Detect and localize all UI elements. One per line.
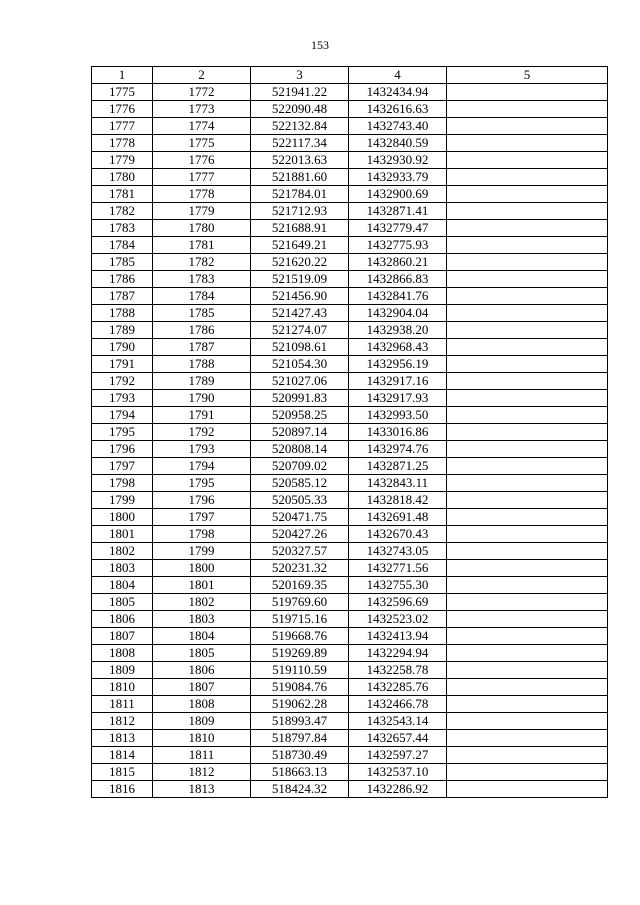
table-cell: 1791 bbox=[153, 407, 251, 424]
table-cell: 1772 bbox=[153, 84, 251, 101]
table-cell: 521456.90 bbox=[251, 288, 349, 305]
table-cell: 1778 bbox=[92, 135, 153, 152]
column-header: 4 bbox=[349, 67, 447, 84]
table-cell bbox=[447, 747, 608, 764]
table-cell: 1805 bbox=[92, 594, 153, 611]
table-cell: 1432938.20 bbox=[349, 322, 447, 339]
table-cell bbox=[447, 645, 608, 662]
table-cell: 521784.01 bbox=[251, 186, 349, 203]
table-row bbox=[92, 441, 608, 458]
table-cell: 1800 bbox=[153, 560, 251, 577]
table-cell: 1805 bbox=[153, 645, 251, 662]
table-row bbox=[92, 611, 608, 628]
table-cell: 1812 bbox=[153, 764, 251, 781]
table-cell bbox=[447, 492, 608, 509]
table-cell bbox=[447, 118, 608, 135]
table-cell: 1775 bbox=[92, 84, 153, 101]
table-row bbox=[92, 458, 608, 475]
table-cell: 1432840.59 bbox=[349, 135, 447, 152]
table-cell bbox=[447, 373, 608, 390]
table-cell bbox=[447, 424, 608, 441]
page-number: 153 bbox=[311, 38, 329, 52]
table-row bbox=[92, 424, 608, 441]
table-cell: 1799 bbox=[92, 492, 153, 509]
table-cell: 1799 bbox=[153, 543, 251, 560]
table-cell bbox=[447, 713, 608, 730]
table-row bbox=[92, 543, 608, 560]
table-cell: 1796 bbox=[153, 492, 251, 509]
table-row bbox=[92, 84, 608, 101]
table-cell: 1790 bbox=[153, 390, 251, 407]
table-cell: 1432285.76 bbox=[349, 679, 447, 696]
table-cell bbox=[447, 628, 608, 645]
table-cell bbox=[447, 339, 608, 356]
table-cell: 1432818.42 bbox=[349, 492, 447, 509]
table-cell: 1782 bbox=[92, 203, 153, 220]
table-cell: 521688.91 bbox=[251, 220, 349, 237]
table-cell bbox=[447, 696, 608, 713]
table-cell: 1432413.94 bbox=[349, 628, 447, 645]
table-row bbox=[92, 492, 608, 509]
table-cell: 1432294.94 bbox=[349, 645, 447, 662]
table-cell: 521027.06 bbox=[251, 373, 349, 390]
table-row bbox=[92, 696, 608, 713]
table-cell: 1813 bbox=[92, 730, 153, 747]
table-cell: 1807 bbox=[153, 679, 251, 696]
table-cell: 1794 bbox=[92, 407, 153, 424]
table-cell: 1781 bbox=[92, 186, 153, 203]
table-cell bbox=[447, 475, 608, 492]
table-cell bbox=[447, 781, 608, 798]
table-cell: 519062.28 bbox=[251, 696, 349, 713]
table-cell bbox=[447, 730, 608, 747]
table-cell: 520897.14 bbox=[251, 424, 349, 441]
table-cell: 1432917.16 bbox=[349, 373, 447, 390]
table-cell: 1786 bbox=[92, 271, 153, 288]
table-cell: 1797 bbox=[92, 458, 153, 475]
table-cell: 520231.32 bbox=[251, 560, 349, 577]
table-cell: 1432771.56 bbox=[349, 560, 447, 577]
table-row bbox=[92, 662, 608, 679]
table-cell bbox=[447, 441, 608, 458]
table-cell: 1809 bbox=[92, 662, 153, 679]
table-row bbox=[92, 220, 608, 237]
table-cell: 1432596.69 bbox=[349, 594, 447, 611]
table-cell: 1783 bbox=[153, 271, 251, 288]
table-cell: 1802 bbox=[92, 543, 153, 560]
table-cell: 1815 bbox=[92, 764, 153, 781]
table-cell: 1775 bbox=[153, 135, 251, 152]
table-cell: 1781 bbox=[153, 237, 251, 254]
table-row bbox=[92, 577, 608, 594]
table-cell: 1795 bbox=[153, 475, 251, 492]
table-cell: 1793 bbox=[92, 390, 153, 407]
column-header: 2 bbox=[153, 67, 251, 84]
table-cell bbox=[447, 254, 608, 271]
table-row bbox=[92, 186, 608, 203]
table-cell: 519769.60 bbox=[251, 594, 349, 611]
table-cell: 1774 bbox=[153, 118, 251, 135]
table-cell: 1802 bbox=[153, 594, 251, 611]
table-cell: 1794 bbox=[153, 458, 251, 475]
table-cell: 1432974.76 bbox=[349, 441, 447, 458]
table-cell: 1785 bbox=[153, 305, 251, 322]
table-cell bbox=[447, 577, 608, 594]
table-cell: 1784 bbox=[153, 288, 251, 305]
table-cell: 521274.07 bbox=[251, 322, 349, 339]
table-cell: 1433016.86 bbox=[349, 424, 447, 441]
table-cell: 521881.60 bbox=[251, 169, 349, 186]
table-row bbox=[92, 135, 608, 152]
table-cell: 520505.33 bbox=[251, 492, 349, 509]
table-cell: 1798 bbox=[153, 526, 251, 543]
table-cell: 1432917.93 bbox=[349, 390, 447, 407]
table-cell: 520808.14 bbox=[251, 441, 349, 458]
table-cell: 1432286.92 bbox=[349, 781, 447, 798]
table-cell: 1788 bbox=[92, 305, 153, 322]
table-cell: 1782 bbox=[153, 254, 251, 271]
table-row bbox=[92, 373, 608, 390]
table-row bbox=[92, 152, 608, 169]
column-header: 5 bbox=[447, 67, 608, 84]
table-row bbox=[92, 339, 608, 356]
table-cell: 1804 bbox=[92, 577, 153, 594]
table-cell: 1432871.41 bbox=[349, 203, 447, 220]
table-cell: 1801 bbox=[92, 526, 153, 543]
table-cell: 1806 bbox=[92, 611, 153, 628]
table-cell: 519269.89 bbox=[251, 645, 349, 662]
table-cell: 1785 bbox=[92, 254, 153, 271]
table-row bbox=[92, 713, 608, 730]
table-cell bbox=[447, 594, 608, 611]
table-cell: 518797.84 bbox=[251, 730, 349, 747]
table-row bbox=[92, 288, 608, 305]
table-cell bbox=[447, 169, 608, 186]
table-cell bbox=[447, 203, 608, 220]
table-cell: 520958.25 bbox=[251, 407, 349, 424]
table-cell: 1808 bbox=[153, 696, 251, 713]
table-row bbox=[92, 560, 608, 577]
table-cell: 1792 bbox=[92, 373, 153, 390]
table-cell: 1432993.50 bbox=[349, 407, 447, 424]
table-row bbox=[92, 645, 608, 662]
table-row bbox=[92, 407, 608, 424]
table-cell: 1809 bbox=[153, 713, 251, 730]
table-cell: 1808 bbox=[92, 645, 153, 662]
table-row bbox=[92, 730, 608, 747]
table-cell: 521941.22 bbox=[251, 84, 349, 101]
table-cell: 519715.16 bbox=[251, 611, 349, 628]
table-cell: 1776 bbox=[153, 152, 251, 169]
table-cell: 1432860.21 bbox=[349, 254, 447, 271]
table-cell: 519084.76 bbox=[251, 679, 349, 696]
table-row bbox=[92, 475, 608, 492]
table-row bbox=[92, 509, 608, 526]
table-cell: 1810 bbox=[153, 730, 251, 747]
table-cell: 1777 bbox=[153, 169, 251, 186]
table-cell: 1432930.92 bbox=[349, 152, 447, 169]
table-row bbox=[92, 356, 608, 373]
table-cell: 1432670.43 bbox=[349, 526, 447, 543]
table-cell: 1789 bbox=[153, 373, 251, 390]
table-cell: 1432904.04 bbox=[349, 305, 447, 322]
table-cell: 520585.12 bbox=[251, 475, 349, 492]
table-cell: 1432691.48 bbox=[349, 509, 447, 526]
table-cell: 521054.30 bbox=[251, 356, 349, 373]
table-cell: 1432871.25 bbox=[349, 458, 447, 475]
table-cell: 518993.47 bbox=[251, 713, 349, 730]
table-cell: 1816 bbox=[92, 781, 153, 798]
table-cell bbox=[447, 679, 608, 696]
table-cell: 522117.34 bbox=[251, 135, 349, 152]
table-cell: 1790 bbox=[92, 339, 153, 356]
table-cell bbox=[447, 186, 608, 203]
table-cell bbox=[447, 390, 608, 407]
table-cell bbox=[447, 560, 608, 577]
table-row bbox=[92, 526, 608, 543]
table-cell: 1432843.11 bbox=[349, 475, 447, 492]
table-cell bbox=[447, 220, 608, 237]
table-cell: 1798 bbox=[92, 475, 153, 492]
table-cell: 1787 bbox=[153, 339, 251, 356]
table-row bbox=[92, 764, 608, 781]
table-cell: 1432616.63 bbox=[349, 101, 447, 118]
table-cell: 1792 bbox=[153, 424, 251, 441]
table-cell: 1432956.19 bbox=[349, 356, 447, 373]
table-row bbox=[92, 305, 608, 322]
table-cell bbox=[447, 322, 608, 339]
column-header: 1 bbox=[92, 67, 153, 84]
table-cell bbox=[447, 84, 608, 101]
table-cell: 518730.49 bbox=[251, 747, 349, 764]
table-cell bbox=[447, 271, 608, 288]
table-cell: 1432543.14 bbox=[349, 713, 447, 730]
table-cell: 1432841.76 bbox=[349, 288, 447, 305]
table-cell: 521098.61 bbox=[251, 339, 349, 356]
table-cell bbox=[447, 458, 608, 475]
table-cell: 519110.59 bbox=[251, 662, 349, 679]
table-cell: 522090.48 bbox=[251, 101, 349, 118]
table-cell bbox=[447, 611, 608, 628]
table-cell: 1812 bbox=[92, 713, 153, 730]
table-cell: 1432434.94 bbox=[349, 84, 447, 101]
table-cell: 1811 bbox=[92, 696, 153, 713]
table-cell: 518663.13 bbox=[251, 764, 349, 781]
table-cell: 1780 bbox=[153, 220, 251, 237]
coordinates-table bbox=[91, 66, 608, 798]
table-row bbox=[92, 390, 608, 407]
table-row bbox=[92, 679, 608, 696]
table-cell: 1784 bbox=[92, 237, 153, 254]
table-cell bbox=[447, 135, 608, 152]
table-cell: 1813 bbox=[153, 781, 251, 798]
table-cell: 1797 bbox=[153, 509, 251, 526]
table-cell: 1793 bbox=[153, 441, 251, 458]
table-cell: 1432743.40 bbox=[349, 118, 447, 135]
table-cell: 520327.57 bbox=[251, 543, 349, 560]
table-cell: 1807 bbox=[92, 628, 153, 645]
table-cell: 1795 bbox=[92, 424, 153, 441]
table-cell: 522013.63 bbox=[251, 152, 349, 169]
table-row bbox=[92, 254, 608, 271]
table-cell: 1776 bbox=[92, 101, 153, 118]
table-cell: 1801 bbox=[153, 577, 251, 594]
table-cell: 1432968.43 bbox=[349, 339, 447, 356]
table-cell: 1432466.78 bbox=[349, 696, 447, 713]
table-row bbox=[92, 747, 608, 764]
table-cell: 1779 bbox=[153, 203, 251, 220]
table-cell bbox=[447, 152, 608, 169]
table-cell: 521427.43 bbox=[251, 305, 349, 322]
table-cell: 1779 bbox=[92, 152, 153, 169]
table-cell: 1780 bbox=[92, 169, 153, 186]
table-cell: 1432523.02 bbox=[349, 611, 447, 628]
table-cell: 1432597.27 bbox=[349, 747, 447, 764]
table-cell: 518424.32 bbox=[251, 781, 349, 798]
column-header: 3 bbox=[251, 67, 349, 84]
table-cell: 1803 bbox=[153, 611, 251, 628]
table-cell: 522132.84 bbox=[251, 118, 349, 135]
table-cell bbox=[447, 407, 608, 424]
table-cell bbox=[447, 101, 608, 118]
table-cell bbox=[447, 305, 608, 322]
table-cell: 1432657.44 bbox=[349, 730, 447, 747]
table-cell: 1796 bbox=[92, 441, 153, 458]
table-cell: 1789 bbox=[92, 322, 153, 339]
table-cell: 1432900.69 bbox=[349, 186, 447, 203]
table-cell: 1432755.30 bbox=[349, 577, 447, 594]
table-header-row bbox=[92, 67, 608, 84]
table-cell: 519668.76 bbox=[251, 628, 349, 645]
table-cell: 1804 bbox=[153, 628, 251, 645]
table-cell: 1811 bbox=[153, 747, 251, 764]
table-cell: 1432775.93 bbox=[349, 237, 447, 254]
table-body bbox=[92, 84, 608, 798]
table-cell: 1803 bbox=[92, 560, 153, 577]
table-row bbox=[92, 237, 608, 254]
table-cell: 520427.26 bbox=[251, 526, 349, 543]
table-cell bbox=[447, 662, 608, 679]
table-cell: 1773 bbox=[153, 101, 251, 118]
table-cell bbox=[447, 526, 608, 543]
table-cell bbox=[447, 509, 608, 526]
table-cell: 1432866.83 bbox=[349, 271, 447, 288]
table-cell: 1800 bbox=[92, 509, 153, 526]
table-cell bbox=[447, 764, 608, 781]
table-row bbox=[92, 203, 608, 220]
table-cell: 520991.83 bbox=[251, 390, 349, 407]
table-cell: 1788 bbox=[153, 356, 251, 373]
table-cell: 1778 bbox=[153, 186, 251, 203]
table-cell bbox=[447, 237, 608, 254]
table-cell bbox=[447, 543, 608, 560]
table-row bbox=[92, 118, 608, 135]
table-row bbox=[92, 781, 608, 798]
table-row bbox=[92, 101, 608, 118]
table-row bbox=[92, 271, 608, 288]
table-cell: 1786 bbox=[153, 322, 251, 339]
table-cell: 1810 bbox=[92, 679, 153, 696]
table-cell: 521519.09 bbox=[251, 271, 349, 288]
table-row bbox=[92, 169, 608, 186]
table-cell: 521649.21 bbox=[251, 237, 349, 254]
table-cell bbox=[447, 288, 608, 305]
table-cell: 520169.35 bbox=[251, 577, 349, 594]
table-row bbox=[92, 594, 608, 611]
table-row bbox=[92, 322, 608, 339]
table-cell: 1432779.47 bbox=[349, 220, 447, 237]
table-cell: 1432537.10 bbox=[349, 764, 447, 781]
table-cell: 521620.22 bbox=[251, 254, 349, 271]
table-cell: 521712.93 bbox=[251, 203, 349, 220]
table-cell: 1806 bbox=[153, 662, 251, 679]
table-cell: 520471.75 bbox=[251, 509, 349, 526]
table-cell: 1432933.79 bbox=[349, 169, 447, 186]
table-cell bbox=[447, 356, 608, 373]
table-cell: 1783 bbox=[92, 220, 153, 237]
table-cell: 1787 bbox=[92, 288, 153, 305]
table-cell: 1777 bbox=[92, 118, 153, 135]
table-row bbox=[92, 628, 608, 645]
table-cell: 1791 bbox=[92, 356, 153, 373]
table-cell: 1814 bbox=[92, 747, 153, 764]
table-cell: 520709.02 bbox=[251, 458, 349, 475]
table-cell: 1432743.05 bbox=[349, 543, 447, 560]
table-cell: 1432258.78 bbox=[349, 662, 447, 679]
